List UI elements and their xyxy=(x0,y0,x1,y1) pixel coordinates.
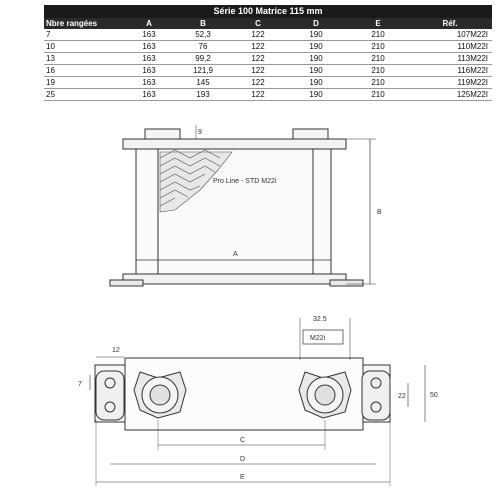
dim-7-label: 7 xyxy=(78,381,82,388)
table-cell: 52,3 xyxy=(195,30,211,39)
table-cell: 163 xyxy=(142,90,156,99)
table-cell: 116M22I xyxy=(457,66,488,75)
table-cell: 121,9 xyxy=(192,66,214,75)
header-d: D xyxy=(313,19,319,28)
bottom-view xyxy=(90,318,425,486)
table-cell: 163 xyxy=(142,66,156,75)
table-cell: 16 xyxy=(46,66,55,75)
dim-9-label: 9 xyxy=(198,129,202,136)
dim-22-label: 22 xyxy=(398,393,406,400)
header-e: E xyxy=(375,19,381,28)
header-c: C xyxy=(255,19,261,28)
dim-c-label: C xyxy=(240,437,246,444)
table-cell: 122 xyxy=(251,78,265,87)
table-cell: 113M22I xyxy=(457,54,488,63)
table-cell: 19 xyxy=(46,78,55,87)
table-cell: 119M22I xyxy=(457,78,488,87)
table-cell: 110M22I xyxy=(457,42,488,51)
table-cell: 190 xyxy=(309,54,323,63)
table-cell: 163 xyxy=(142,30,156,39)
table-cell: 193 xyxy=(196,90,210,99)
dim-a-label: A xyxy=(233,251,238,258)
table-cell: 25 xyxy=(46,90,55,99)
table-cell: 163 xyxy=(142,78,156,87)
table-cell: 122 xyxy=(251,30,265,39)
table-cell: 99,2 xyxy=(195,54,211,63)
table-cell: 122 xyxy=(251,54,265,63)
header-ref: Réf. xyxy=(442,19,458,28)
header-rows-count: Nbre rangées xyxy=(46,19,98,28)
table-cell: 190 xyxy=(309,90,323,99)
table-cell: 190 xyxy=(309,30,323,39)
table-cell: 13 xyxy=(46,54,55,63)
table-cell: 190 xyxy=(309,42,323,51)
table-cell: 210 xyxy=(371,42,385,51)
dim-m22-label: M22i xyxy=(310,335,326,342)
table-cell: 125M22I xyxy=(456,90,488,99)
header-a: A xyxy=(146,19,152,28)
table-cell: 210 xyxy=(371,30,385,39)
dim-50-label: 50 xyxy=(430,392,438,399)
table-cell: 122 xyxy=(251,90,265,99)
dim-d-label: D xyxy=(240,456,246,463)
dim-e-label: E xyxy=(240,474,245,481)
table-title: Série 100 Matrice 115 mm xyxy=(44,5,492,18)
table-cell: 122 xyxy=(251,42,265,51)
table-cell: 190 xyxy=(309,66,323,75)
dim-b-label: B xyxy=(377,209,382,216)
header-b: B xyxy=(200,19,206,28)
product-label: Pro Line - STD M22i xyxy=(213,178,277,185)
table-cell: 163 xyxy=(142,42,156,51)
table-cell: 210 xyxy=(371,66,385,75)
table-cell: 190 xyxy=(309,78,323,87)
table-cell: 210 xyxy=(371,78,385,87)
table-cell: 7 xyxy=(46,30,51,39)
dim-12-label: 12 xyxy=(112,347,120,354)
table-cell: 76 xyxy=(198,42,208,51)
table-cell: 107M22I xyxy=(456,30,488,39)
top-view xyxy=(110,125,376,286)
dim-32-label: 32.5 xyxy=(313,316,327,323)
table-cell: 10 xyxy=(46,42,55,51)
table-cell: 163 xyxy=(142,54,156,63)
table-cell: 210 xyxy=(371,90,385,99)
table-cell: 210 xyxy=(371,54,385,63)
table-cell: 122 xyxy=(251,66,265,75)
table-cell: 145 xyxy=(196,78,210,87)
